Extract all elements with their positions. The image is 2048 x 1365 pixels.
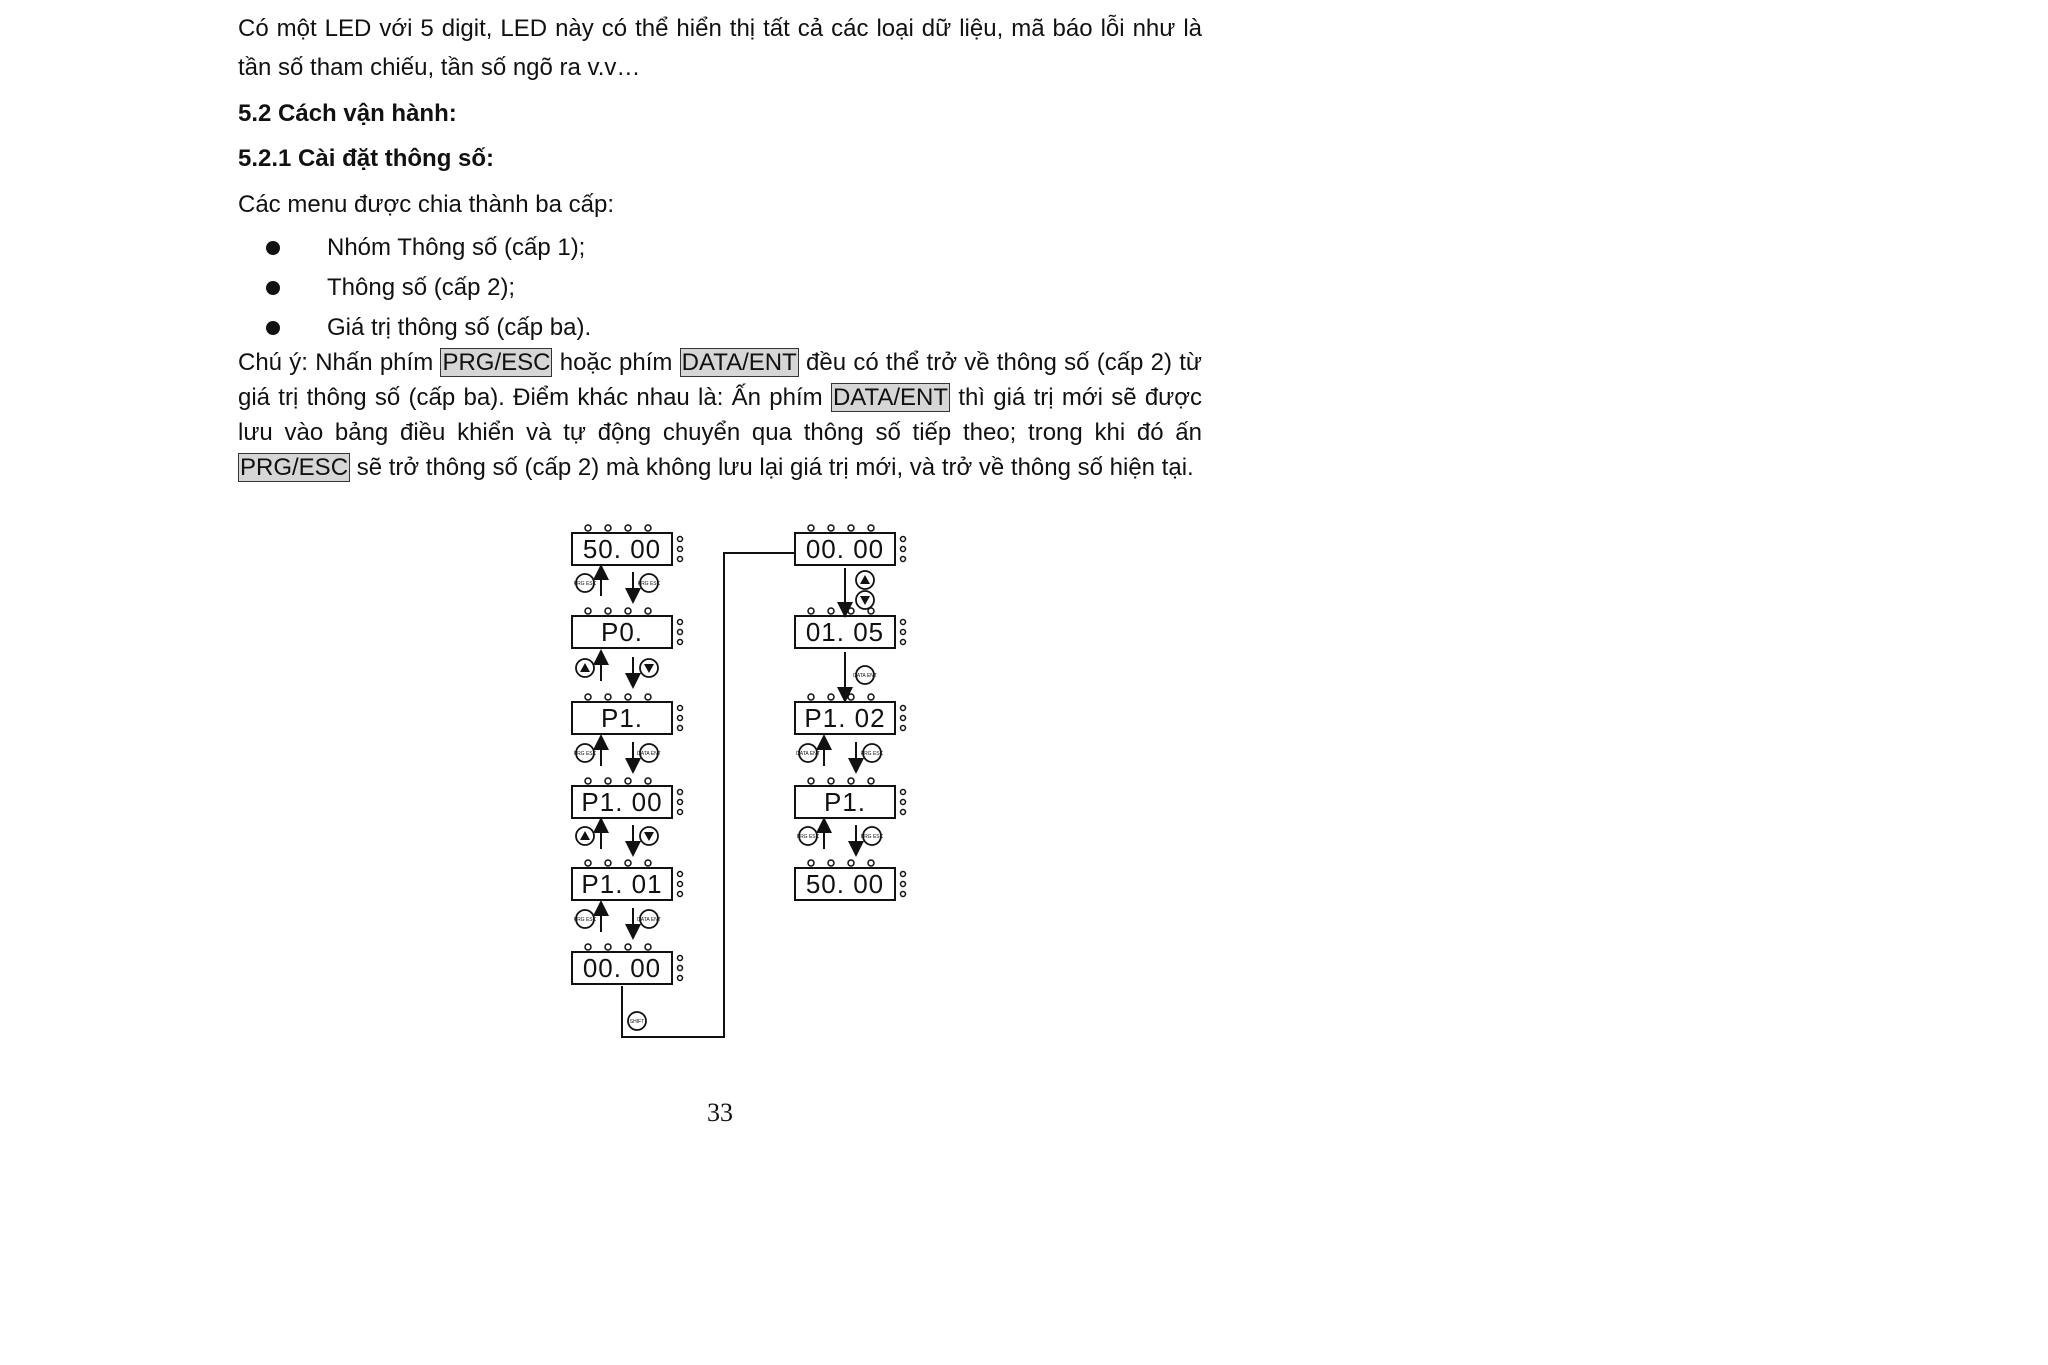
unit-dot: [901, 882, 906, 887]
subsection-heading: 5.2.1 Cài đặt thông số:: [238, 145, 495, 172]
indicator-dot: [808, 778, 814, 784]
indicator-dot: [625, 608, 631, 614]
indicator-dot: [848, 778, 854, 784]
indicator-dot: [848, 525, 854, 531]
indicator-dot: [605, 608, 611, 614]
unit-dot: [678, 557, 683, 562]
indicator-dot: [605, 860, 611, 866]
unit-dot: [678, 800, 683, 805]
unit-dot: [678, 547, 683, 552]
unit-dot: [901, 726, 906, 731]
prg-key-label: PRG ESC: [860, 751, 884, 757]
indicator-dot: [645, 860, 651, 866]
indicator-dot: [585, 608, 591, 614]
intro-line-2: tần số tham chiếu, tần số ngõ ra v.v…: [238, 54, 641, 81]
indicator-dot: [585, 944, 591, 950]
unit-dot: [901, 892, 906, 897]
bullet-icon: [266, 321, 280, 335]
indicator-dot: [625, 525, 631, 531]
led-display-right-1-text: 01. 05: [805, 617, 885, 647]
unit-dot: [678, 716, 683, 721]
led-display-left-3-text: P1. 00: [581, 787, 663, 817]
indicator-dot: [645, 525, 651, 531]
indicator-dot: [808, 608, 814, 614]
led-display-right-4-text: 50. 00: [805, 869, 885, 899]
data-key-label: DATA ENT: [637, 751, 661, 757]
data-key-label: DATA ENT: [796, 751, 820, 757]
led-display-left-4-text: P1. 01: [581, 869, 663, 899]
unit-dot: [678, 706, 683, 711]
unit-dot: [901, 537, 906, 542]
indicator-dot: [585, 778, 591, 784]
indicator-dot: [645, 778, 651, 784]
prg-key-label: PRG ESC: [573, 751, 597, 757]
indicator-dot: [828, 525, 834, 531]
unit-dot: [901, 630, 906, 635]
section-heading: 5.2 Cách vận hành:: [238, 100, 457, 127]
prg-esc-key-label: PRG/ESC: [240, 454, 349, 481]
intro-paragraph: [238, 11, 1202, 85]
list-item: Nhóm Thông số (cấp 1);: [238, 228, 591, 268]
led-display-right-3-text: P1.: [823, 787, 867, 817]
operation-flow-diagram: [560, 520, 920, 1040]
unit-dot: [901, 640, 906, 645]
indicator-dot: [828, 860, 834, 866]
indicator-dot: [605, 694, 611, 700]
led-display-right-0-text: 00. 00: [805, 534, 885, 564]
unit-dot: [678, 790, 683, 795]
unit-dot: [678, 956, 683, 961]
led-display-left-5-text: 00. 00: [582, 953, 662, 983]
unit-dot: [678, 640, 683, 645]
unit-dot: [678, 630, 683, 635]
unit-dot: [678, 882, 683, 887]
unit-dot: [678, 872, 683, 877]
data-ent-key-label: DATA/ENT: [681, 349, 797, 376]
led-display-left-1-text: P0.: [600, 617, 644, 647]
indicator-dot: [808, 694, 814, 700]
intro-line-1: Có một LED với 5 digit, LED này có thể hiển thị tất cả các loại dữ liệu, mã báo lỗi như là: [238, 15, 1202, 42]
menu-levels-list: [238, 228, 591, 348]
unit-dot: [901, 872, 906, 877]
led-display-right-2-text: P1. 02: [804, 703, 886, 733]
menu-intro: Các menu được chia thành ba cấp:: [238, 191, 615, 218]
note-line-3: lưu vào bảng điều khiển và tự động chuyển qua thông số tiếp theo; trong khi đó ấn: [238, 419, 1202, 446]
unit-dot: [678, 976, 683, 981]
unit-dot: [901, 547, 906, 552]
led-display-left-0-text: 50. 00: [582, 534, 662, 564]
indicator-dot: [645, 608, 651, 614]
unit-dot: [901, 620, 906, 625]
unit-dot: [678, 726, 683, 731]
indicator-dot: [848, 608, 854, 614]
indicator-dot: [848, 694, 854, 700]
note-line-2: giá trị thông số (cấp ba). Điểm khác nhau là: Ấn phím DATA/ENT thì giá trị mới sẽ được: [238, 384, 1202, 411]
indicator-dot: [645, 694, 651, 700]
note-line-1: Chú ý: Nhấn phím PRG/ESC hoặc phím DATA/ENT đều có thể trở về thông số (cấp 2) từ: [238, 349, 1202, 376]
prg-key-label: PRG ESC: [573, 581, 597, 587]
unit-dot: [901, 810, 906, 815]
indicator-dot: [828, 608, 834, 614]
list-item: Thông số (cấp 2);: [238, 268, 591, 308]
indicator-dot: [645, 944, 651, 950]
unit-dot: [901, 716, 906, 721]
bullet-icon: [266, 281, 280, 295]
unit-dot: [678, 966, 683, 971]
note-line-4: PRG/ESC sẽ trở thông số (cấp 2) mà không lưu lại giá trị mới, và trở về thông số hiện tại.: [240, 454, 1194, 481]
indicator-dot: [605, 525, 611, 531]
prg-key-label: PRG ESC: [860, 834, 884, 840]
indicator-dot: [625, 694, 631, 700]
indicator-dot: [585, 694, 591, 700]
data-ent-key-label: DATA/ENT: [832, 384, 949, 411]
indicator-dot: [585, 525, 591, 531]
indicator-dot: [868, 525, 874, 531]
indicator-dot: [868, 860, 874, 866]
indicator-dot: [605, 944, 611, 950]
unit-dot: [678, 810, 683, 815]
unit-dot: [901, 706, 906, 711]
indicator-dot: [605, 778, 611, 784]
note-paragraph: [238, 345, 1202, 485]
indicator-dot: [828, 694, 834, 700]
indicator-dot: [808, 860, 814, 866]
page-number: 33: [707, 1098, 733, 1127]
led-display-left-2-text: P1.: [600, 703, 644, 733]
unit-dot: [678, 537, 683, 542]
indicator-dot: [848, 860, 854, 866]
data-key-label: DATA ENT: [853, 673, 877, 679]
indicator-dot: [625, 778, 631, 784]
indicator-dot: [828, 778, 834, 784]
bullet-icon: [266, 241, 280, 255]
prg-esc-key-label: PRG/ESC: [442, 349, 551, 376]
unit-dot: [678, 892, 683, 897]
unit-dot: [901, 557, 906, 562]
shift-key-label: SHIFT: [629, 1019, 645, 1025]
indicator-dot: [625, 944, 631, 950]
prg-key-label: PRG ESC: [637, 581, 661, 587]
unit-dot: [678, 620, 683, 625]
data-key-label: DATA ENT: [637, 917, 661, 923]
indicator-dot: [585, 860, 591, 866]
indicator-dot: [625, 860, 631, 866]
indicator-dot: [808, 525, 814, 531]
prg-key-label: PRG ESC: [796, 834, 820, 840]
prg-key-label: PRG ESC: [573, 917, 597, 923]
list-item: Giá trị thông số (cấp ba).: [238, 308, 591, 348]
indicator-dot: [868, 694, 874, 700]
indicator-dot: [868, 778, 874, 784]
unit-dot: [901, 790, 906, 795]
unit-dot: [901, 800, 906, 805]
